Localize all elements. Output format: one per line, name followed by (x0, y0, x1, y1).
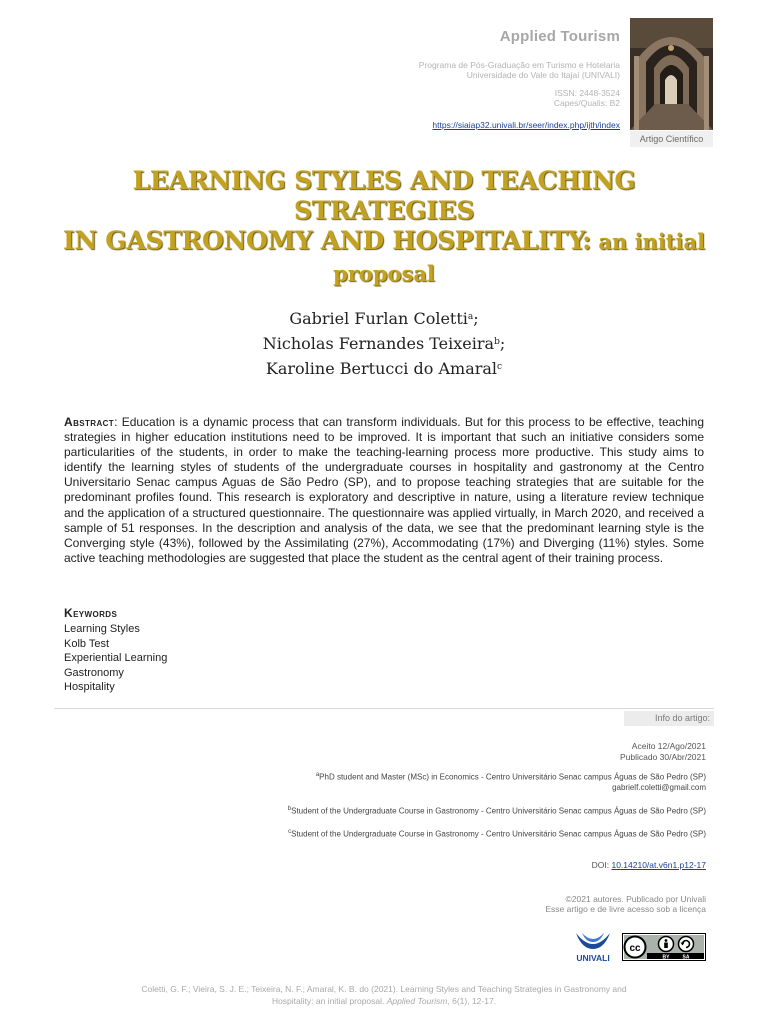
cc-by-sa-badge[interactable] (622, 933, 706, 961)
title-line-2-sub: an initial (591, 229, 706, 254)
doi-link[interactable]: 10.14210/at.v6n1.p12-17 (611, 860, 706, 870)
abstract (64, 415, 704, 566)
qualis: Capes/Qualis: B2 (553, 98, 620, 108)
citation-journal: Applied Tourism (386, 995, 448, 1006)
citation-line-1: Coletti, G. F.; Vieira, S. J. E.; Teixeira, N. F.; Amaral, K. B. do (2021). Learning Styles and Teaching Strategies in Gastronomy and (141, 984, 627, 994)
author-name: Nicholas Fernandes Teixeira (262, 334, 495, 353)
share-alike-icon (679, 937, 694, 952)
affiliation-note-c (288, 827, 706, 840)
cc-sa-label: SA (682, 954, 690, 961)
affiliation-text: PhD student and Master (MSc) in Economics - Centro Universitário Senac campus Águas de São Pedro (SP) (319, 772, 706, 782)
journal-url-link[interactable]: https://siaiap32.univali.br/seer/index.php/ijth/index (432, 120, 620, 130)
license-line: Esse artigo e de livre acesso sob a licença (545, 904, 706, 914)
affiliation-mark: c (288, 829, 292, 835)
journal-issn-block (320, 88, 620, 108)
citation-line-2 (0, 996, 768, 1008)
citation-volume: , 6(1), 12-17. (447, 995, 497, 1006)
author-affiliation-mark: a (467, 312, 474, 322)
title-line-2-main: IN GASTRONOMY AND HOSPITALITY: (62, 226, 592, 255)
affiliation-text: Student of the Undergraduate Course in Gastronomy - Centro Universitário Senac campus Águas de São Pedro (SP) (291, 806, 706, 816)
author (0, 331, 768, 356)
journal-cover-image (630, 18, 713, 130)
program-line: Programa de Pós-Graduação em Turismo e Hotelaria (418, 60, 620, 70)
article-info-label: Info do artigo: (624, 711, 714, 726)
keyword-list (64, 622, 167, 695)
article-title (40, 166, 728, 289)
keyword-item: Gastronomy (64, 666, 124, 679)
accepted-date: Aceito 12/Ago/2021 (631, 741, 706, 751)
univali-logo (570, 931, 616, 963)
author-list (0, 306, 768, 381)
keyword-item: Hospitality (64, 681, 115, 694)
published-date: Publicado 30/Abr/2021 (619, 752, 706, 762)
keywords-label: Keywords (64, 606, 118, 620)
copyright-line: ©2021 autores. Publicado por Univali (565, 894, 706, 904)
author-affiliation-mark: b (494, 337, 500, 347)
affiliation-note-a (316, 770, 706, 793)
abstract-label: Abstract (64, 415, 115, 429)
article-type-label: Artigo Científico (630, 131, 713, 147)
doi-label: DOI: (591, 860, 612, 870)
journal-title: Applied Tourism (499, 28, 620, 45)
author-separator: ; (499, 334, 506, 353)
keyword-item: Learning Styles (64, 623, 140, 635)
title-line-3: proposal (333, 261, 435, 286)
citation-text: Hospitality: an initial proposal. (271, 995, 387, 1006)
journal-header (320, 28, 620, 130)
affiliation-note-a-line1 (316, 770, 706, 783)
svg-text:cc: cc (629, 943, 641, 954)
affiliation-text: Student of the Undergraduate Course in Gastronomy - Centro Universitário Senac campus Águas de São Pedro (SP) (291, 829, 706, 839)
title-line-1: LEARNING STYLES AND TEACHING STRATEGIES (132, 166, 636, 225)
cc-by-label: BY (662, 954, 670, 961)
article-dates (620, 741, 706, 763)
affiliation-mark: b (287, 806, 292, 812)
author-email: gabrielf.coletti@gmail.com (612, 782, 706, 792)
journal-program (320, 60, 620, 80)
keyword-item: Kolb Test (64, 637, 110, 650)
license-note (545, 894, 706, 914)
section-divider (54, 708, 714, 709)
issn: ISSN: 2448-3524 (554, 88, 620, 98)
affiliation-note-b (288, 804, 706, 817)
univali-logo-text: UNIVALI (576, 953, 610, 963)
abstract-text: : Education is a dynamic process that can transform individuals. But for this process to be effective, teaching strategies in higher education institutions need to be improved. It is important that such an initiative considers some particularities of the students, in order to make the teaching-learning process more productive. This study aims to identify the learning styles of students of the undergraduate courses in hospitality and gastronomy at the Centro Universitario Senac campus Aguas de São Pedro (SP), and to propose teaching strategies that are suitable for the predominant profiles found. This research is exploratory and descriptive in nature, using a literature review technique and the application of a structured questionnaire. The questionnaire was applied virtually, in March 2020, and received a sample of 51 responses. In the description and analysis of the data, we see that the predominant learning style is the Converging style (43%), followed by the Assimilating (27%), Accommodating (17%) and Diverging (11%) styles. Some active teaching methodologies are suggested that place the student as the central agent of their training process. (64, 415, 704, 565)
citation-footer (0, 984, 768, 1007)
doi (592, 860, 706, 870)
cloister-arch-illustration (630, 18, 713, 130)
title-line-2 (40, 226, 728, 259)
affiliation-mark: a (315, 772, 320, 778)
author-name: Karoline Bertucci do Amaral (265, 359, 498, 378)
author-name: Gabriel Furlan Coletti (289, 309, 468, 328)
university-line: Universidade do Vale do Itajaí (UNIVALI) (466, 70, 620, 80)
author-affiliation-mark: c (497, 362, 503, 372)
author (0, 306, 768, 331)
author-separator: ; (473, 309, 479, 328)
author (0, 356, 768, 381)
keyword-item: Experiential Learning (64, 652, 168, 665)
